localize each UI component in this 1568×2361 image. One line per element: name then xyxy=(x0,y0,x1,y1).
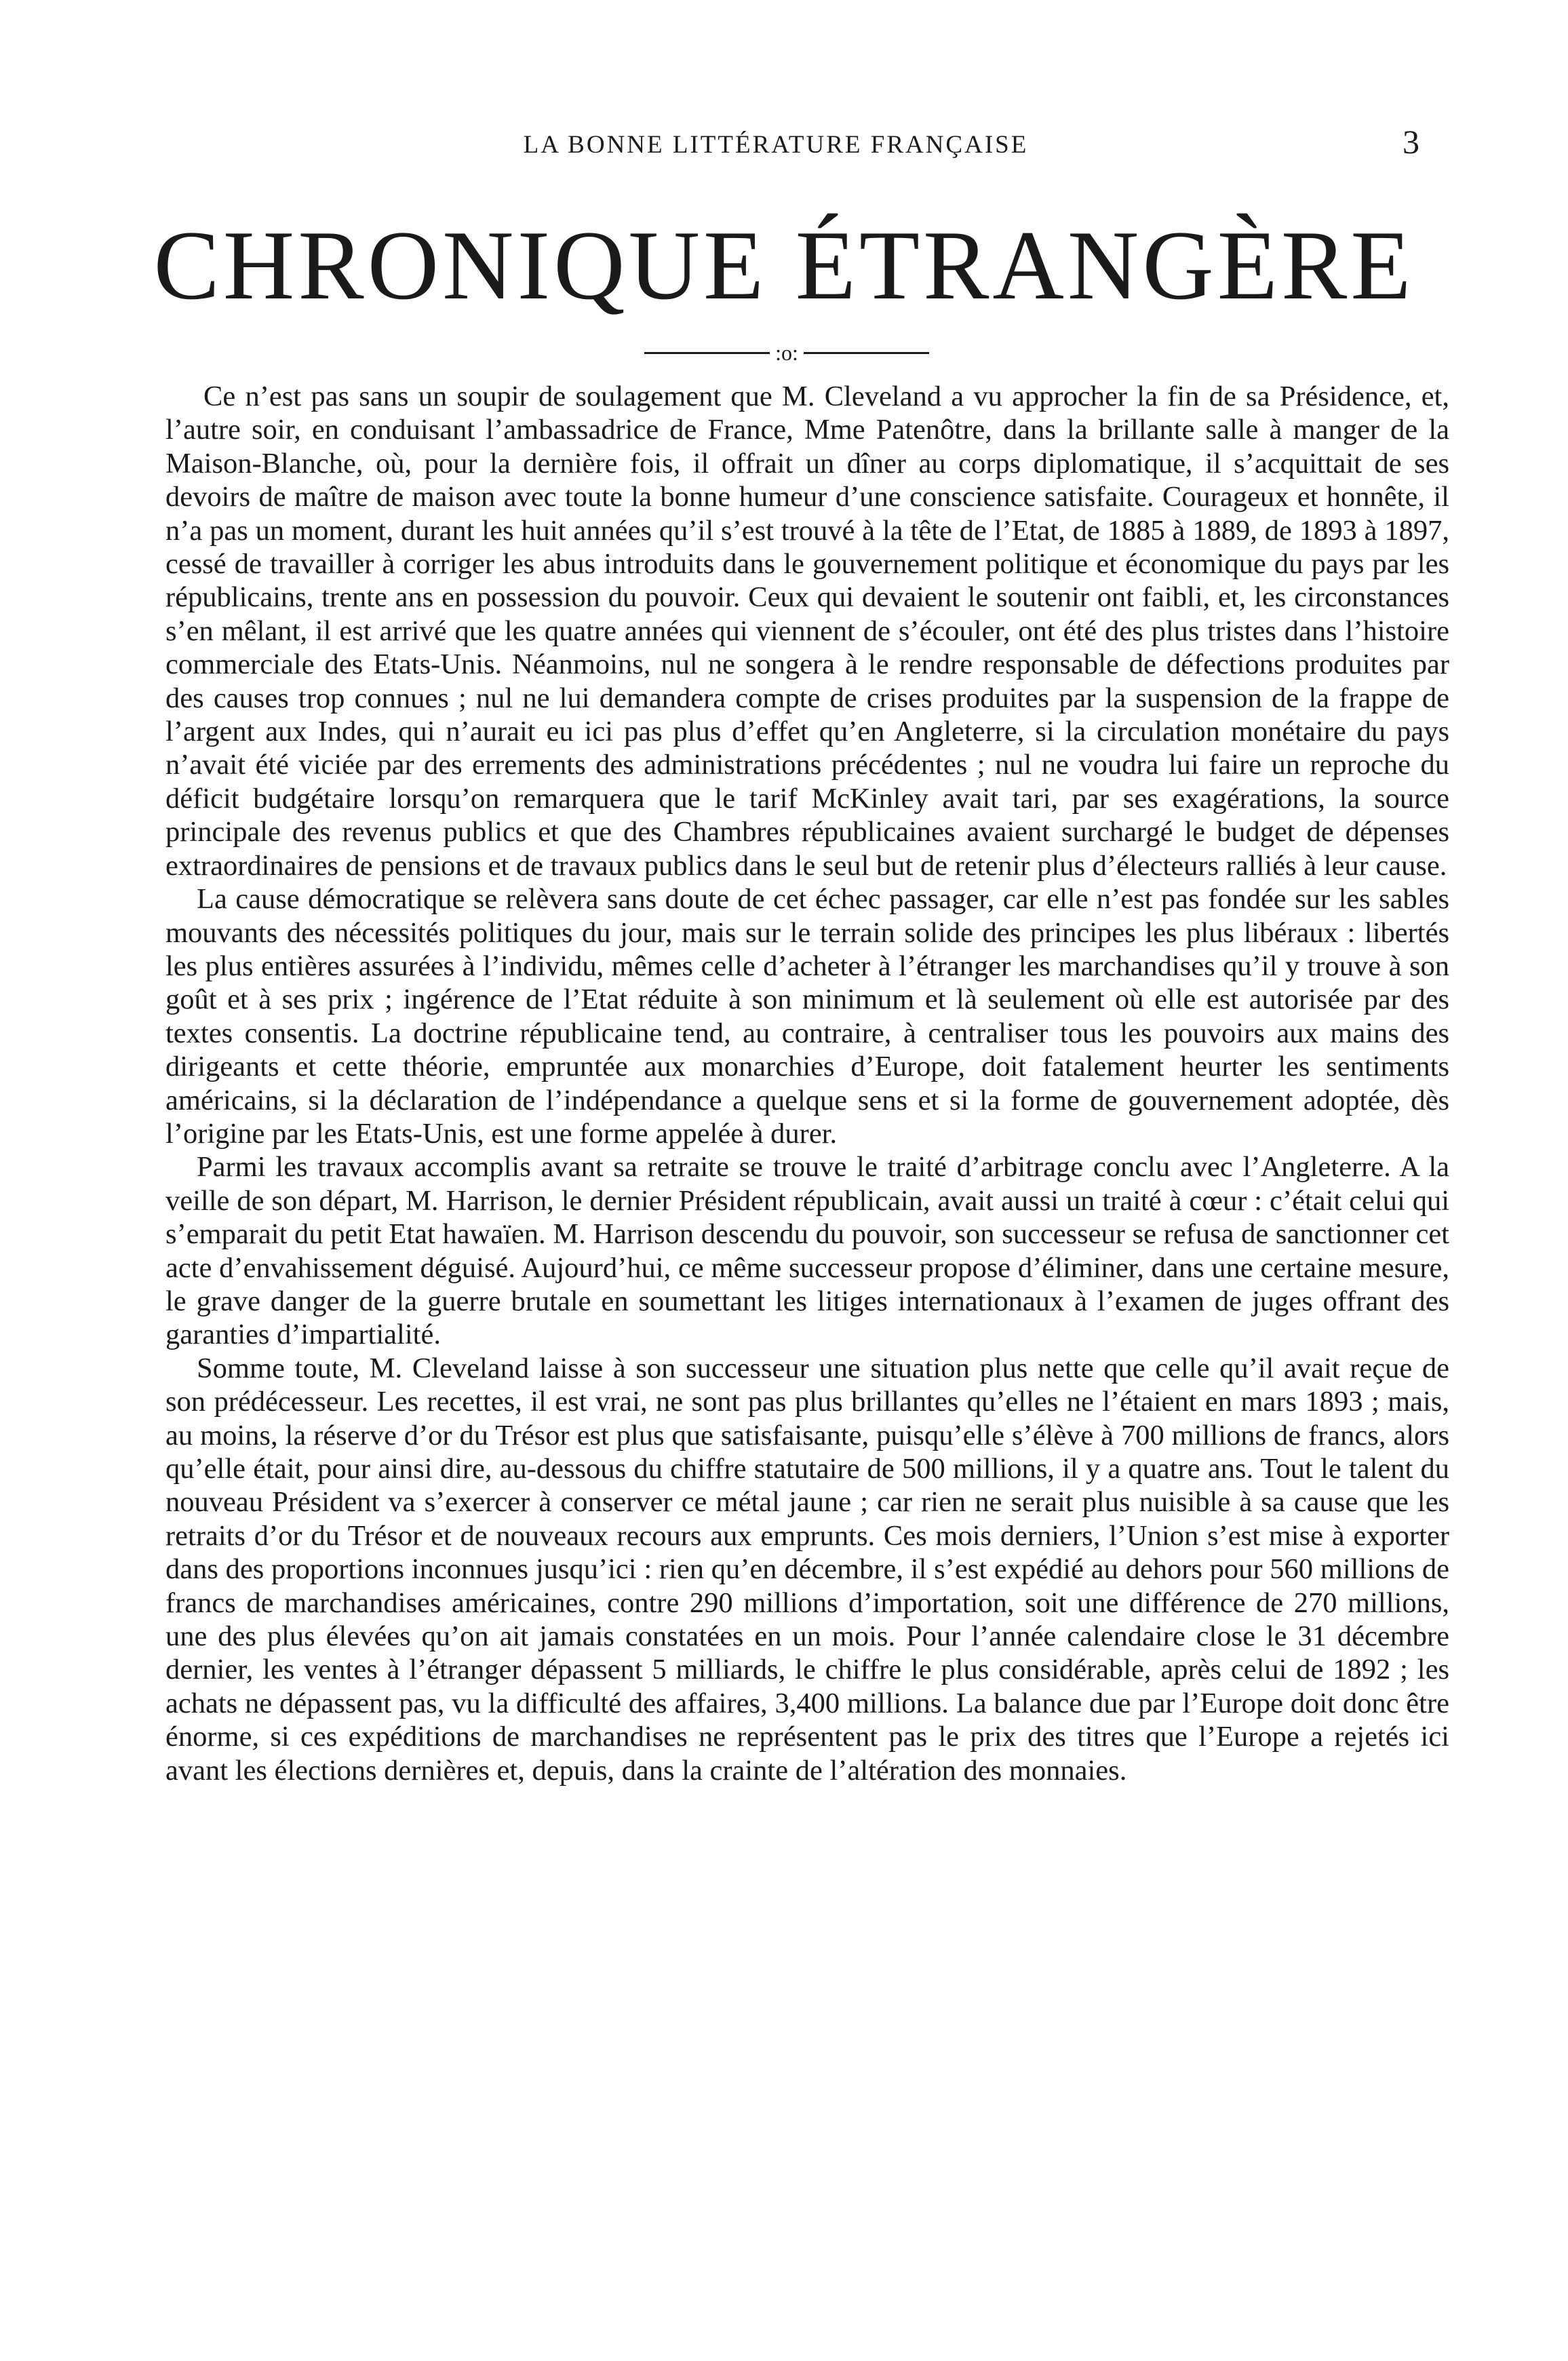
separator-rule-right xyxy=(804,352,929,354)
article-body xyxy=(165,380,1449,1787)
paragraph-4: Somme toute, M. Cleveland laisse à son successeur une situation plus nette que celle qu’il avait reçue de son prédécesseur. Les recettes, il est vrai, ne sont pas plus brillantes qu’elles ne l’étaient en mars 1893 ; mais, au moins, la réserve d’or du Trésor est plus que satisfaisante, puisqu’elle s’élève à 700 millions de francs, alors qu’elle était, pour ainsi dire, au-dessous du chiffre statutaire de 500 millions, il y a quatre ans. Tout le talent du nouveau Président va s’exercer à conserver ce métal jaune ; car rien ne serait plus nuisible à sa cause que les retraits d’or du Trésor et de nouveaux recours aux emprunts. Ces mois derniers, l’Union s’est mise à exporter dans des proportions inconnues jusqu’ici : rien qu’en décembre, il s’est expédié au dehors pour 560 millions de francs de marchandises américaines, contre 290 millions d’importation, soit une différence de 270 millions, une des plus élevées qu’on ait jamais constatées en un mois. Pour l’année calendaire close le 31 décembre dernier, les ventes à l’étranger dépassent 5 milliards, le chiffre le plus considérable, après celui de 1892 ; les achats ne dépassent pas, vu la difficulté des affaires, 3,400 millions. La balance due par l’Europe doit donc être énorme, si ces expéditions de marchandises ne représentent pas le prix des titres que l’Europe a rejetés ici avant les élections dernières et, depuis, dans la crainte de l’altération des monnaies. xyxy=(165,1352,1449,1787)
page-number: 3 xyxy=(1403,123,1419,161)
separator-rule-left xyxy=(644,352,770,354)
paragraph-2: La cause démocratique se relèvera sans doute de cet échec passager, car elle n’est pas fondée sur les sables mouvants des nécessités politiques du jour, mais sur le terrain solide des principes les plus libéraux : libertés les plus entières assurées à l’individu, mêmes celle d’acheter à l’étranger les marchandises qu’il y trouve à son goût et à ses prix ; ingérence de l’Etat réduite à son minimum et là seulement où elle est autorisée par des textes consentis. La doctrine républicaine tend, au contraire, à centraliser tous les pouvoirs aux mains des dirigeants et cette théorie, empruntée aux monarchies d’Europe, doit fatalement heurter les sentiments américains, si la déclaration de l’indépendance a quelque sens et si la forme de gouvernement adoptée, dès l’origine par les Etats-Unis, est une forme appelée à durer. xyxy=(165,883,1449,1150)
separator-mark: :o: xyxy=(775,340,798,365)
title-separator xyxy=(644,340,929,366)
paragraph-1: Ce n’est pas sans un soupir de soulagement que M. Cleveland a vu approcher la fin de sa Présidence, et, l’autre soir, en conduisant l’ambassadrice de France, Mme Patenôtre, dans la brillante salle à manger de la Maison-Blanche, où, pour la dernière fois, il offrait un dîner au corps diplomatique, il s’acquittait de ses devoirs de maître de maison avec toute la bonne humeur d’une conscience satisfaite. Courageux et honnête, il n’a pas un moment, durant les huit années qu’il s’est trouvé à la tête de l’Etat, de 1885 à 1889, de 1893 à 1897, cessé de travailler à corriger les abus introduits dans le gouvernement politique et économique du pays par les républicains, trente ans en possession du pouvoir. Ceux qui devaient le soutenir ont faibli, et, les circonstances s’en mêlant, il est arrivé que les quatre années qui viennent de s’écouler, ont été des plus tristes dans l’histoire commerciale des Etats-Unis. Néanmoins, nul ne songera à le rendre responsable de défections produites par des causes trop connues ; nul ne lui demandera compte de crises produites par la suspension de la frappe de l’argent aux Indes, qui n’aurait eu ici pas plus d’effet qu’en Angleterre, si la circulation monétaire du pays n’avait été viciée par des errements des administrations précédentes ; nul ne voudra lui faire un reproche du déficit budgétaire lorsqu’on remarquera que le tarif McKinley avait tari, par ses exagérations, la source principale des revenus publics et que des Chambres républicaines avaient surchargé le budget de dépenses extraordinaires de pensions et de travaux publics dans le seul but de retenir plus d’électeurs ralliés à leur cause. xyxy=(165,381,1449,882)
paragraph-3: Parmi les travaux accomplis avant sa retraite se trouve le traité d’arbitrage conclu avec l’Angleterre. A la veille de son départ, M. Harrison, le dernier Président républicain, avait aussi un traité à cœur : c’était celui qui s’emparait du petit Etat hawaïen. M. Harrison descendu du pouvoir, son successeur se refusa de sanctionner cet acte d’envahissement déguisé. Aujourd’hui, ce même successeur propose d’éliminer, dans une certaine mesure, le grave danger de la guerre brutale en soumettant les litiges internationaux à l’examen de juges offrant des garanties d’impartialité. xyxy=(165,1151,1449,1351)
article-title: CHRONIQUE ÉTRANGÈRE xyxy=(153,210,1415,320)
running-header: LA BONNE LITTÉRATURE FRANÇAISE xyxy=(523,131,1029,159)
